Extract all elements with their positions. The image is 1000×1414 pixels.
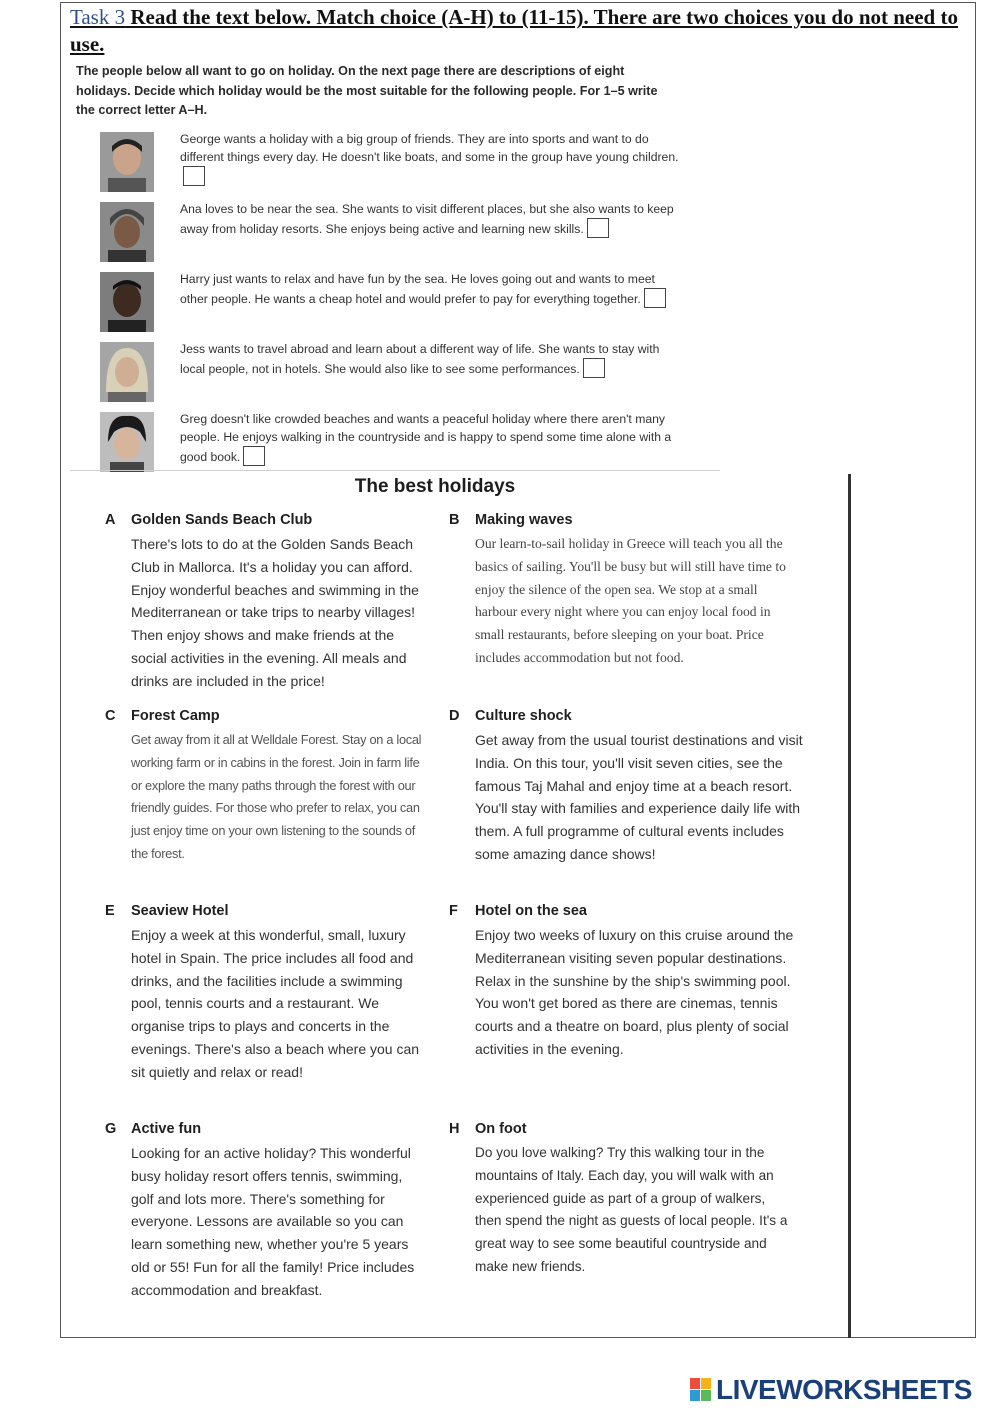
holiday-h [449, 1121, 805, 1279]
instructions: The people below all want to go on holiday. On the next page there are descriptions of eight holidays. Decide which holiday would be the most suitable for the following people. For 1–5 write the correct letter A–H. [76, 64, 658, 117]
holiday-heading: H On foot [449, 1121, 527, 1137]
holiday-d [449, 708, 805, 866]
holiday-e [105, 903, 461, 1084]
george-photo [100, 132, 154, 192]
holiday-b [449, 512, 805, 670]
holiday-description: Our learn-to-sail holiday in Greece will teach you all the basics of sailing. You'll be busy but will still have time to enjoy the silence of the open sea. We stop at a small harbour every night where you can enjoy local food in small restaurants, before sleeping on your boat. Price includes accommodation but not food. [475, 536, 786, 665]
holiday-heading: A Golden Sands Beach Club [105, 512, 313, 528]
person-text: Greg doesn't like crowded beaches and wants a peaceful holiday where there aren't many people. He enjoys walking in the countryside and is happy to spend some time alone with a good book. [180, 412, 672, 464]
liveworksheets-logo [690, 1372, 972, 1408]
answer-box-4[interactable] [583, 358, 605, 378]
holiday-description: Get away from the usual tourist destinations and visit India. On this tour, you'll visit seven cities, see the famous Taj Mahal and enjoy time at a beach resort. You'll stay with families and experience daily life with them. A full programme of cultural events includes some amazing dance shows! [475, 732, 803, 862]
holiday-description: Do you love walking? Try this walking tour in the mountains of Italy. Each day, you will walk with an experienced guide as part of a group of walkers, then spend the night as guests of local people. It's a great way to see some beautiful countryside and make new friends. [475, 1145, 788, 1274]
liveworksheets-logo-icon [690, 1378, 712, 1402]
logo-text: LIVEWORKSHEETS [716, 1374, 972, 1405]
jess-photo [100, 342, 154, 402]
task-number: Task 3 [70, 5, 126, 29]
person-text: Harry just wants to relax and have fun by the sea. He loves going out and wants to meet other people. He wants a cheap hotel and would prefer to pay for everything together. [180, 270, 680, 308]
holiday-c [105, 708, 461, 866]
person-jess [100, 340, 680, 404]
person-text: Jess wants to travel abroad and learn about a different way of life. She wants to stay with local people, not in hotels. She would also like to see some performances. [180, 342, 660, 376]
answer-box-1[interactable] [183, 166, 205, 186]
holiday-description: There's lots to do at the Golden Sands Beach Club in Mallorca. It's a holiday you can afford. Enjoy wonderful beaches and swimming in the Mediterranean or take trips to nearby villages! Then enjoy shows and make friends at the social activities in the evening. All meals and drinks are included in the price! [131, 536, 419, 689]
harry-photo [100, 272, 154, 332]
person-harry [100, 270, 680, 334]
holiday-heading: F Hotel on the sea [449, 903, 587, 919]
task-title: Read the text below. Match choice (A-H) to (11-15). There are two choices you do not need to use. [70, 5, 958, 56]
task-heading [70, 4, 972, 58]
holiday-heading: E Seaview Hotel [105, 903, 229, 919]
holiday-description: Enjoy two weeks of luxury on this cruise around the Mediterranean visiting seven popular destinations. Relax in the sunshine by the ship's swimming pool. You won't get bored as there are cinemas, tennis courts and a theatre on board, plus plenty of social activities in the evening. [475, 927, 794, 1057]
holiday-heading: B Making waves [449, 512, 573, 528]
holiday-heading: C Forest Camp [105, 708, 220, 724]
holiday-description: Enjoy a week at this wonderful, small, luxury hotel in Spain. The price includes all food and drinks, and the facilities include a swimming pool, tennis courts and a restaurant. We organise trips to plays and concerts in the evenings. There's also a beach where you can sit quietly and relax or read! [131, 927, 420, 1080]
answer-box-5[interactable] [243, 446, 265, 466]
answer-box-2[interactable] [587, 218, 609, 238]
holiday-heading: G Active fun [105, 1121, 202, 1137]
person-text: George wants a holiday with a big group of friends. They are into sports and want to do different things every day. He doesn't like boats, and some in the group have young children. [180, 130, 680, 186]
holiday-description: Get away from it all at Welldale Forest. Stay on a local working farm or in cabins in the forest. Join in farm life or explore the many paths through the forest with our friendly guides. For those who prefer to relax, you can just enjoy time on your own listening to the sounds of the forest. [131, 732, 422, 861]
answer-box-3[interactable] [644, 288, 666, 308]
person-ana [100, 200, 680, 264]
ana-photo [100, 202, 154, 262]
section-title: The best holidays [354, 476, 516, 497]
person-text: Ana loves to be near the sea. She wants to visit different places, but she also wants to keep away from holiday resorts. She enjoys being active and learning new skills. [180, 202, 674, 236]
greg-photo [100, 412, 154, 472]
section-rule [70, 470, 720, 471]
page-edge-line [848, 474, 851, 1338]
holiday-g [105, 1121, 461, 1302]
holiday-description: Looking for an active holiday? This wonderful busy holiday resort offers tennis, swimming, golf and lots more. There's something for everyone. Lessons are available so you can learn something new, whether you're 5 years old or 55! Fun for all the family! Price includes accommodation and breakfast. [131, 1145, 415, 1298]
holiday-heading: D Culture shock [449, 708, 572, 724]
holiday-f [449, 903, 805, 1061]
person-greg [100, 410, 680, 474]
holiday-a [105, 512, 461, 693]
person-george [100, 130, 680, 194]
